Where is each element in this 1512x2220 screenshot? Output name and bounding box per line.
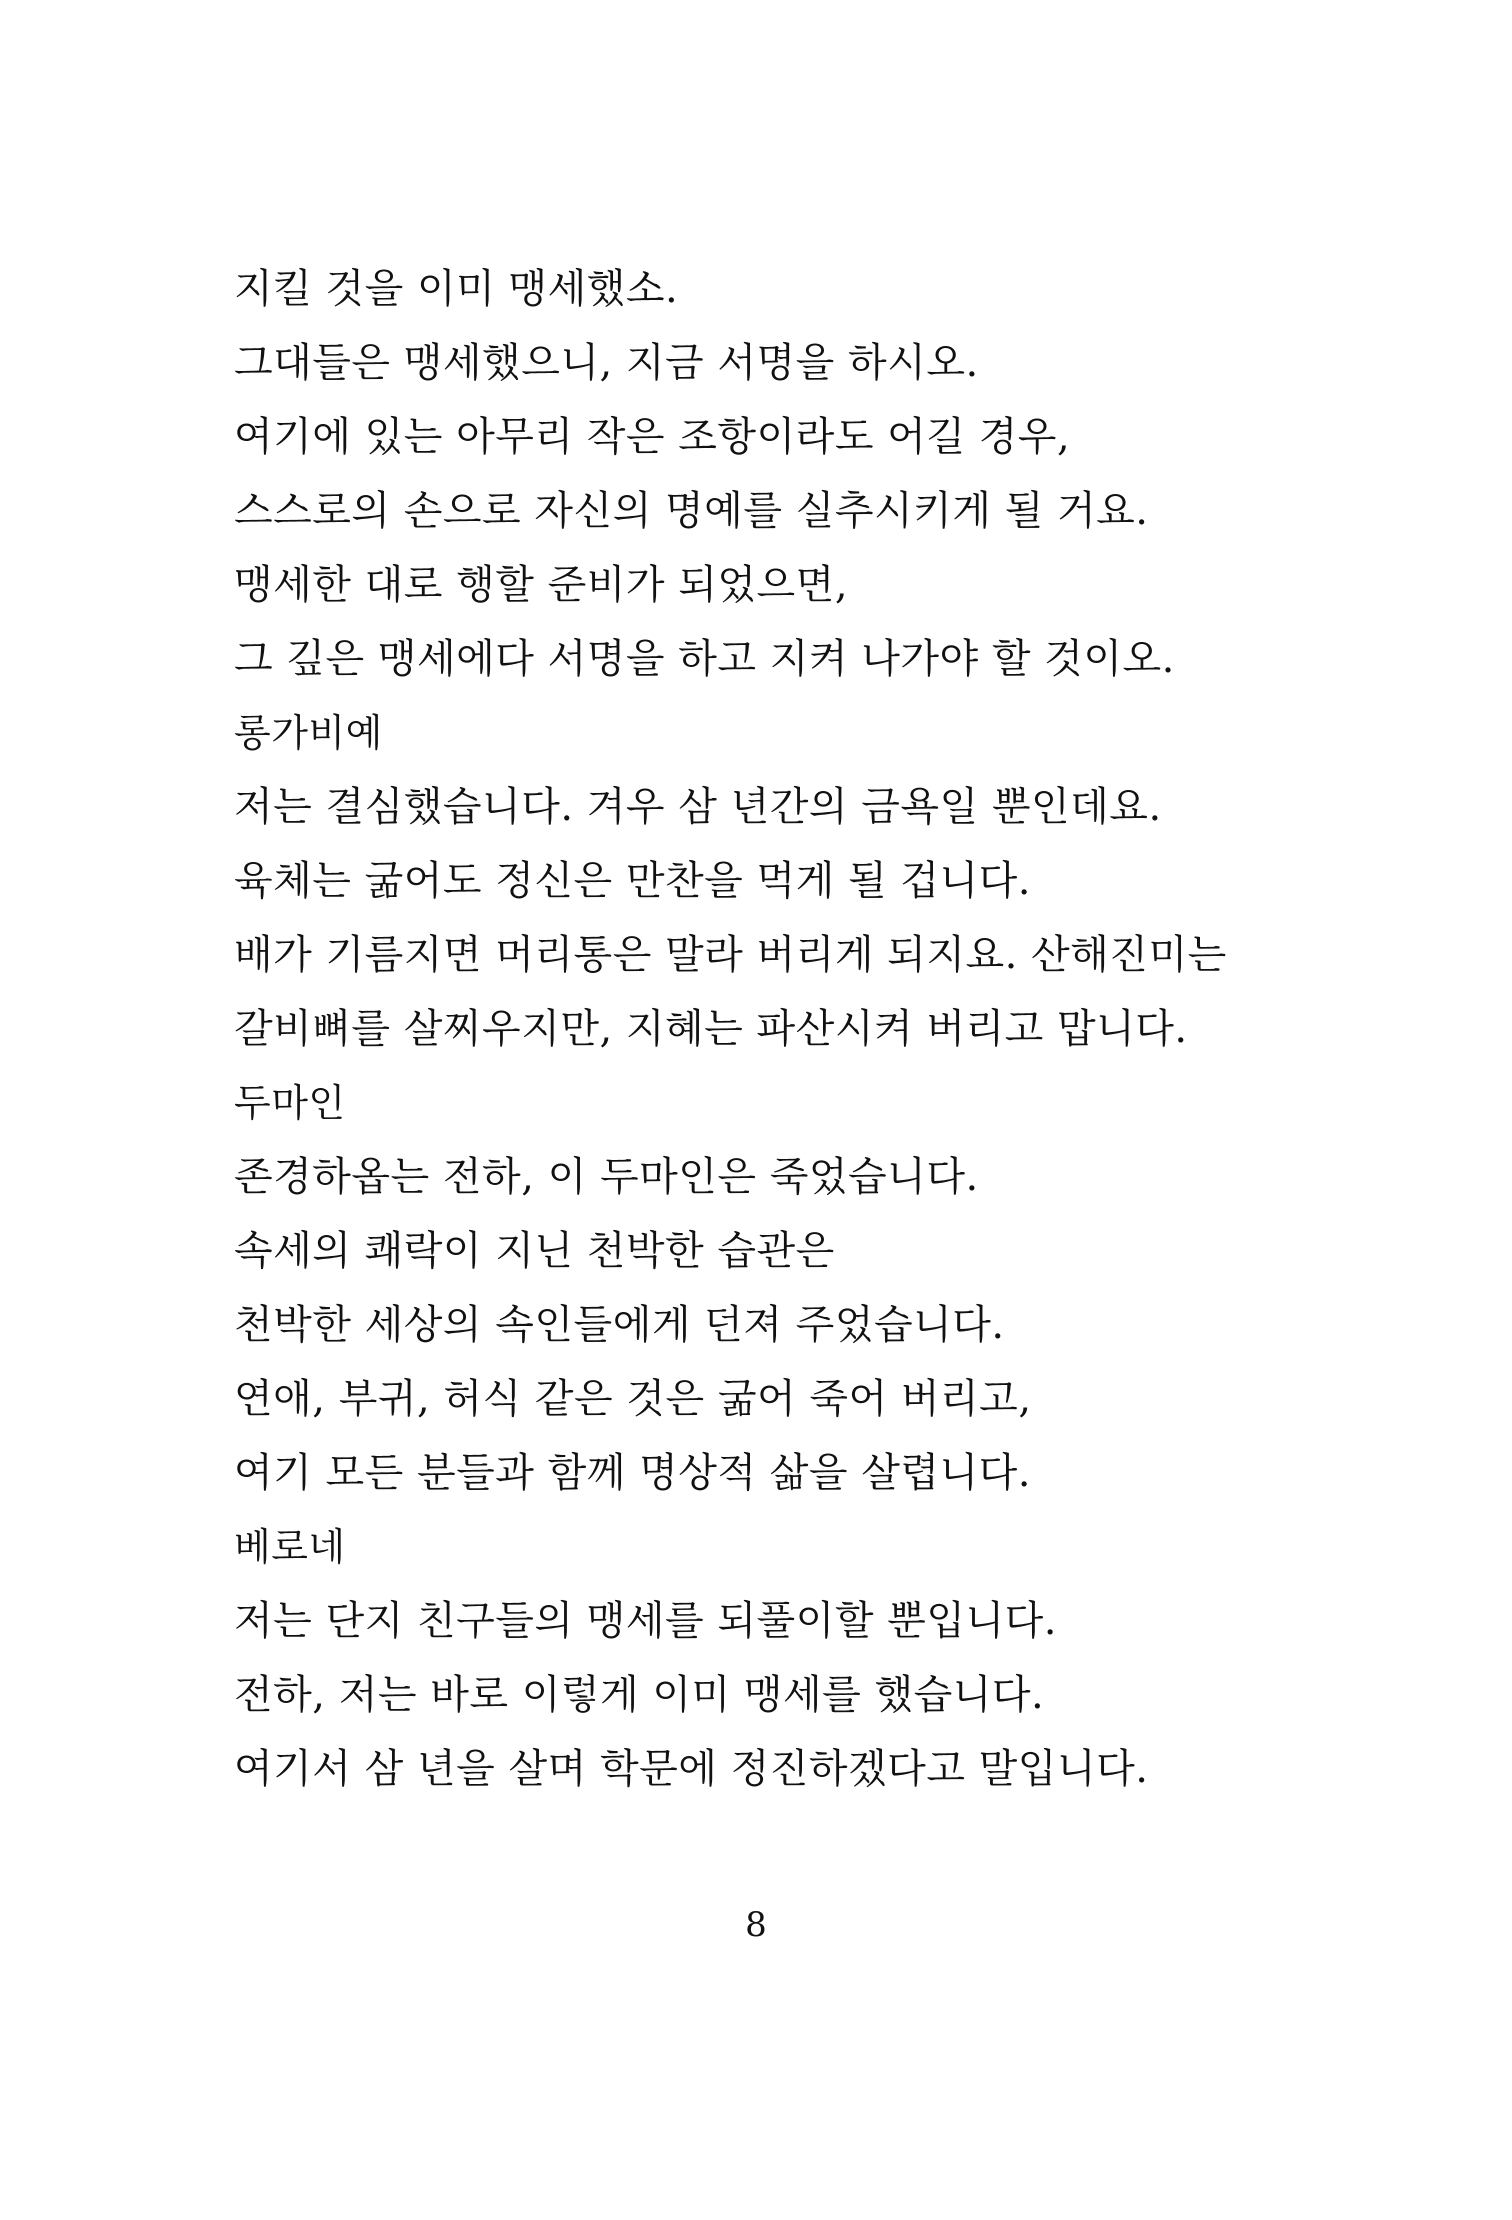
verse-line: 배가 기름지면 머리통은 말라 버리게 되지요. 산해진미는	[234, 932, 1227, 978]
verse-line: 스스로의 손으로 자신의 명예를 실추시키게 될 거요.	[234, 488, 1149, 534]
verse-line: 여기에 있는 아무리 작은 조항이라도 어길 경우,	[234, 414, 1071, 460]
speaker-name: 베로네	[234, 1525, 346, 1569]
speaker-name: 롱가비예	[234, 711, 383, 755]
verse-line: 그 깊은 맹세에다 서명을 하고 지켜 나가야 할 것이오.	[234, 636, 1175, 682]
verse-line: 저는 결심했습니다. 겨우 삼 년간의 금욕일 뿐인데요.	[234, 784, 1162, 830]
verse-line: 속세의 쾌락이 지닌 천박한 습관은	[234, 1228, 835, 1274]
verse-line: 저는 단지 친구들의 맹세를 되풀이할 뿐입니다.	[234, 1598, 1057, 1644]
verse-line: 지킬 것을 이미 맹세했소.	[234, 266, 679, 312]
verse-line: 육체는 굶어도 정신은 만찬을 먹게 될 겁니다.	[234, 858, 1032, 904]
verse-line: 여기서 삼 년을 살며 학문에 정진하겠다고 말입니다.	[234, 1746, 1149, 1792]
speaker-name: 두마인	[234, 1081, 346, 1125]
verse-line: 연애, 부귀, 허식 같은 것은 굶어 죽어 버리고,	[234, 1376, 1032, 1422]
verse-line: 존경하옵는 전하, 이 두마인은 죽었습니다.	[234, 1154, 979, 1200]
verse-line: 여기 모든 분들과 함께 명상적 삶을 살렵니다.	[234, 1450, 1032, 1496]
verse-line: 맹세한 대로 행할 준비가 되었으면,	[234, 562, 849, 608]
verse-line: 그대들은 맹세했으니, 지금 서명을 하시오.	[234, 340, 979, 386]
page-number: 8	[745, 1905, 767, 1945]
verse-line: 갈비뼈를 살찌우지만, 지혜는 파산시켜 버리고 맙니다.	[234, 1006, 1188, 1052]
verse-line: 전하, 저는 바로 이렇게 이미 맹세를 했습니다.	[234, 1672, 1045, 1718]
verse-line: 천박한 세상의 속인들에게 던져 주었습니다.	[234, 1302, 1005, 1348]
dialogue-text	[234, 252, 1334, 1806]
